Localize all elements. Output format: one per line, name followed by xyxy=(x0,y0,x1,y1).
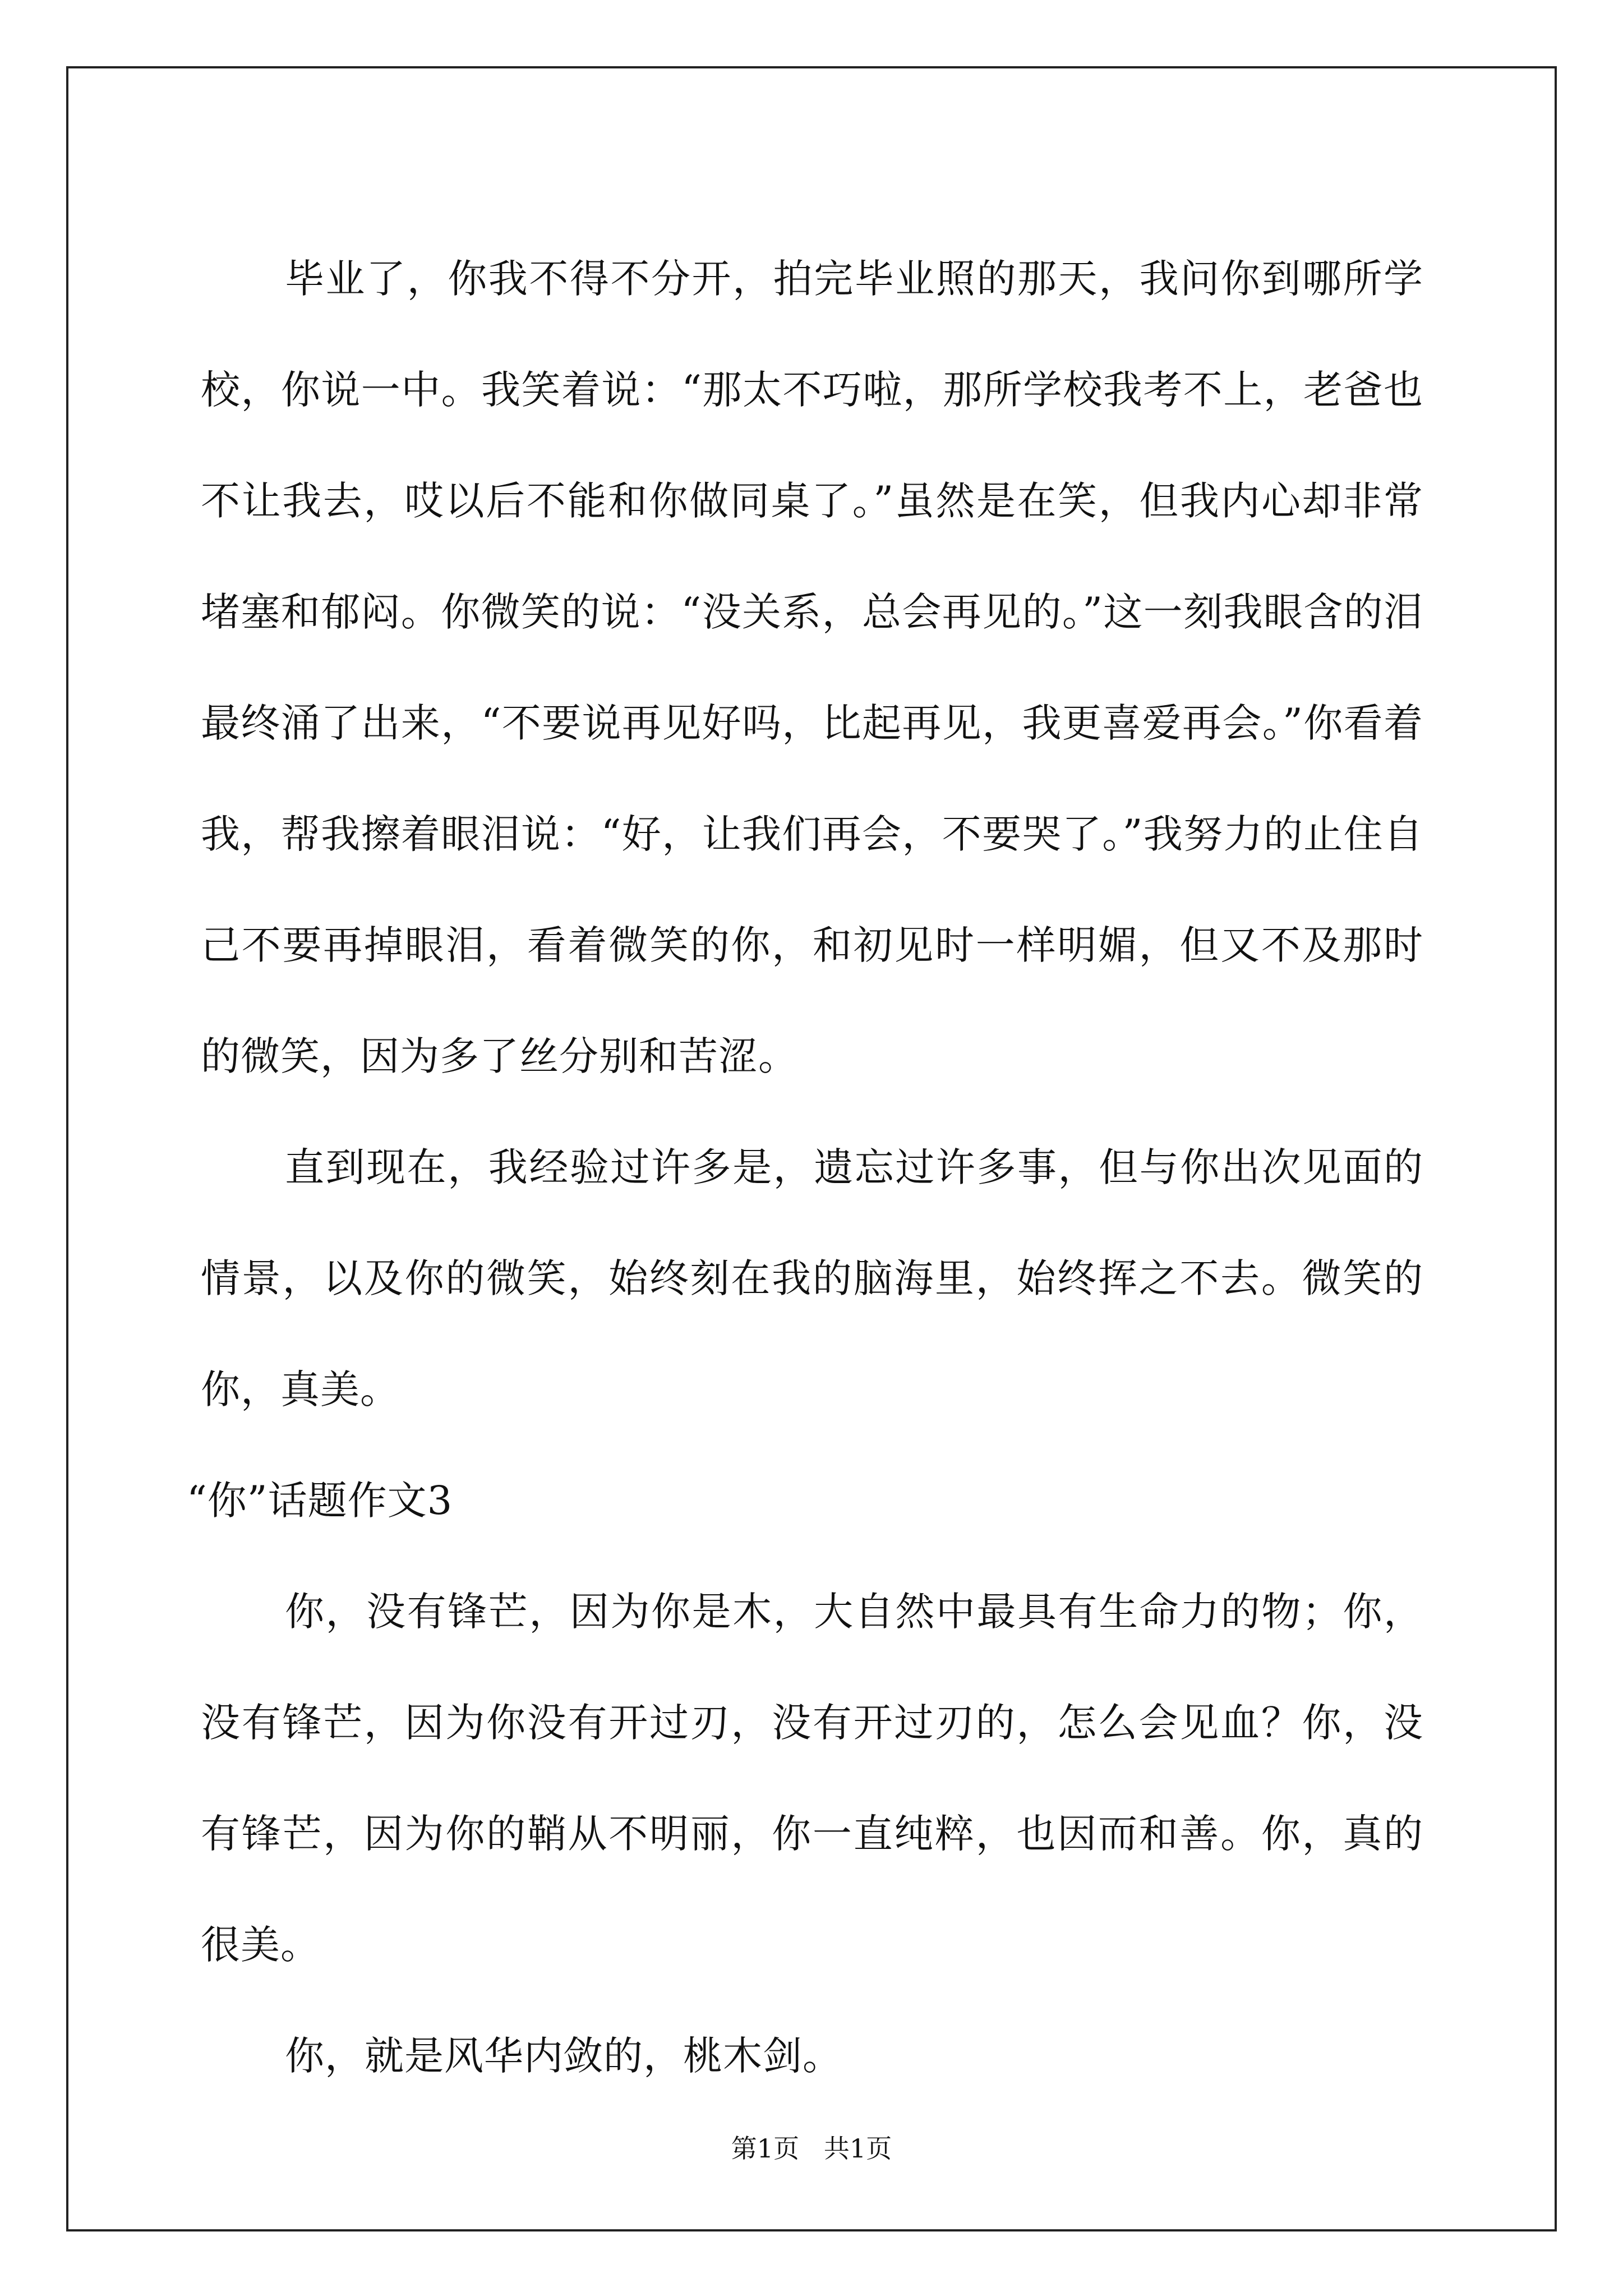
paragraph-1: 毕业了，你我不得不分开，拍完毕业照的那天，我问你到哪所学校，你说一中。我笑着说：“那太不巧啦，那所学校我考不上，老爸也不让我去，哎以后不能和你做同桌了。”虽然是在笑，但我内心却非常堵塞和郁闷。你微笑的说：“没关系，总会再见的。”这一刻我眼含的泪最终涌了出来，“不要说再见好吗，比起再见，我更喜爱再会。”你看着我，帮我擦着眼泪说：“好，让我们再会，不要哭了。”我努力的止住自己不要再掉眼泪，看着微笑的你，和初见时一样明媚，但又不及那时的微笑，因为多了丝分别和苦涩。 xyxy=(201,256,1423,1079)
paragraph-3: 你，没有锋芒，因为你是木，大自然中最具有生命力的物；你，没有锋芒，因为你没有开过刃，没有开过刃的，怎么会见血？你，没有锋芒，因为你的鞘从不明丽，你一直纯粹，也因而和善。你，真的很美。 xyxy=(201,1589,1423,1968)
paragraph-4: 你，就是风华内敛的，桃木剑。 xyxy=(285,2033,842,2079)
paragraph-2: 直到现在，我经验过许多是，遗忘过许多事，但与你出次见面的情景，以及你的微笑，始终刻在我的脑海里，始终挥之不去。微笑的你，真美。 xyxy=(201,1144,1423,1412)
page-number-footer: 第1页 共1页 xyxy=(731,2133,892,2164)
document-body xyxy=(187,223,1423,2111)
section-heading: “你”话题作文3 xyxy=(187,1478,453,1524)
